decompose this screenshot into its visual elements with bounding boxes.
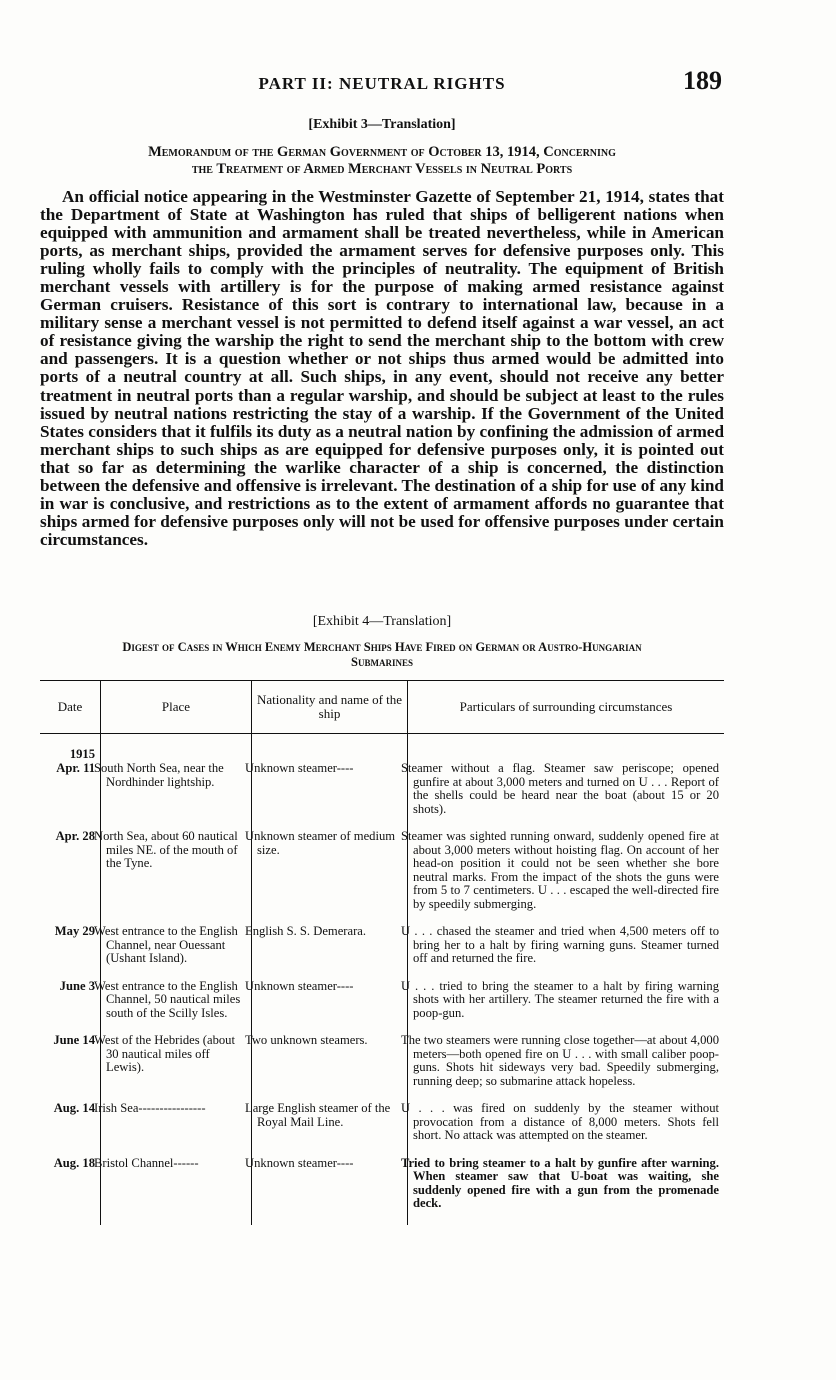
digest-header-row [40,681,724,734]
row-particulars: The two steamers were running close together—at about 4,000 meters—both opened fire on U . . . with small caliber poop-guns. Shots hit sideways very bad. Speedily submerging, running deep; so submarine attack hopeless. [408,1034,725,1102]
row-place: West of the Hebrides (about 30 nautical miles off Lewis). [101,1034,252,1102]
row-date: Apr. 28 [55,829,95,843]
row-place: North Sea, about 60 nautical miles NE. of the mouth of the Tyne. [101,830,252,925]
column-header-ship: Nationality and name of the ship [252,681,408,734]
row-ship: Unknown steamer---- [252,1157,408,1225]
row-place: South North Sea, near the Nordhinder lightship. [101,734,252,831]
table-row [40,1034,724,1102]
page-number: 189 [683,66,722,95]
running-head [40,66,724,96]
row-particulars: U . . . tried to bring the steamer to a halt by firing warning shots with her artillery. The steamer returned the fire with a poop-gun. [408,980,725,1035]
table-row [40,980,724,1035]
column-header-date: Date [40,681,101,734]
row-place: West entrance to the English Channel, 50 nautical miles south of the Scilly Isles. [101,980,252,1035]
row-date: Apr. 11 [56,760,95,775]
row-place: Bristol Channel------ [101,1157,252,1225]
digest-table [40,680,724,1225]
table-row [40,925,724,980]
memorandum-title-line-1: Memorandum of the German Government of October 13, 1914, Concerning [148,144,616,160]
row-date: June 3 [59,978,95,993]
table-row [40,1157,724,1225]
table-row [40,830,724,925]
row-ship: English S. S. Demerara. [252,925,408,980]
row-particulars: Tried to bring steamer to a halt by gunfire after warning. When steamer saw that U-boat was waiting, she suddenly opened fire with a gun from the promenade deck. [408,1157,725,1225]
row-ship: Large English steamer of the Royal Mail Line. [252,1102,408,1157]
memorandum-title [40,144,724,178]
row-ship: Unknown steamer---- [252,734,408,831]
row-ship: Two unknown steamers. [252,1034,408,1102]
row-date: Aug. 18 [53,1155,95,1170]
year-label: 1915 [69,747,95,761]
exhibit-4-label: [Exhibit 4—Translation] [312,614,452,629]
row-place: Irish Sea---------------- [101,1102,252,1157]
memorandum-body: An official notice appearing in the Westminster Gazette of September 21, 1914, states that the Department of State at Washington has ruled that ships of belligerent nations when equipped with ammunition and armament shall be treated nevertheless, while in American ports, as merchant ships, provided the armament serves for defensive purposes only. This ruling wholly fails to comply with the principles of neutrality. The equipment of British merchant vessels with artillery is for the purpose of making armed resistance against German cruisers. Resistance of this sort is contrary to international law, because in a military sense a merchant vessel is not permitted to defend itself against a war vessel, an act of resistance giving the warship the right to send the merchant ship to the bottom with crew and passengers. It is a question whether or not ships thus armed would be admitted into ports of a neutral country at all. Such ships, in any event, should not receive any better treatment in neutral ports than a regular warship, and should be subject at least to the rules issued by neutral nations restricting the stay of a warship. If the Government of the United States considers that it fulfils its duty as a neutral nation by confining the admission of armed merchant ships to such ships as are equipped for defensive purposes only, it is pointed out that so far as determining the warlike character of a ship is concerned, the distinction between the defensive and offensive is irrelevant. The destination of a ship for use of any kind in war is conclusive, and restrictions as to the extent of armament affords no guarantee that ships armed for defensive purposes only will not be used for offensive purposes under certain circumstances. [40,187,724,549]
row-particulars: Steamer was sighted running onward, suddenly opened fire at about 3,000 meters without hoisting flag. On account of her head-on position it could not be seen whether she bore neutral marks. From the impact of the shots the guns were from 5 to 7 centimeters. U . . . escaped the well-directed fire by speedily submerging. [408,830,725,925]
column-header-place: Place [101,681,252,734]
column-header-particulars: Particulars of surrounding circumstances [408,681,725,734]
table-row [40,1102,724,1157]
table-row [40,734,724,831]
row-particulars: U . . . was fired on suddenly by the steamer without provocation from a distance of 8,000 meters. Shots fell short. No attack was attempted on the steamer. [408,1102,725,1157]
row-place: West entrance to the English Channel, near Ouessant (Ushant Island). [101,925,252,980]
digest-title [40,640,724,670]
digest-title-line-2: Submarines [351,655,413,669]
running-title: PART II: NEUTRAL RIGHTS [258,74,506,93]
row-particulars: Steamer without a flag. Steamer saw periscope; opened gunfire at about 3,000 meters and turned on U . . . Report of the shells could be heard near the boat (about 15 or 20 shots). [408,734,725,831]
row-ship: Unknown steamer---- [252,980,408,1035]
row-date: June 14 [53,1033,95,1047]
exhibit-3-label: [Exhibit 3—Translation] [308,117,456,132]
row-particulars: U . . . chased the steamer and tried when 4,500 meters off to bring her to a halt by firing warning guns. Steamer turned off and returned the fire. [408,925,725,980]
row-ship: Unknown steamer of medium size. [252,830,408,925]
row-date: May 29 [54,924,95,938]
memorandum-title-line-2: the Treatment of Armed Merchant Vessels in Neutral Ports [191,161,573,177]
row-date: Aug. 14 [53,1101,95,1115]
digest-title-line-1: Digest of Cases in Which Enemy Merchant Ships Have Fired on German or Austro-Hungarian [122,640,642,654]
